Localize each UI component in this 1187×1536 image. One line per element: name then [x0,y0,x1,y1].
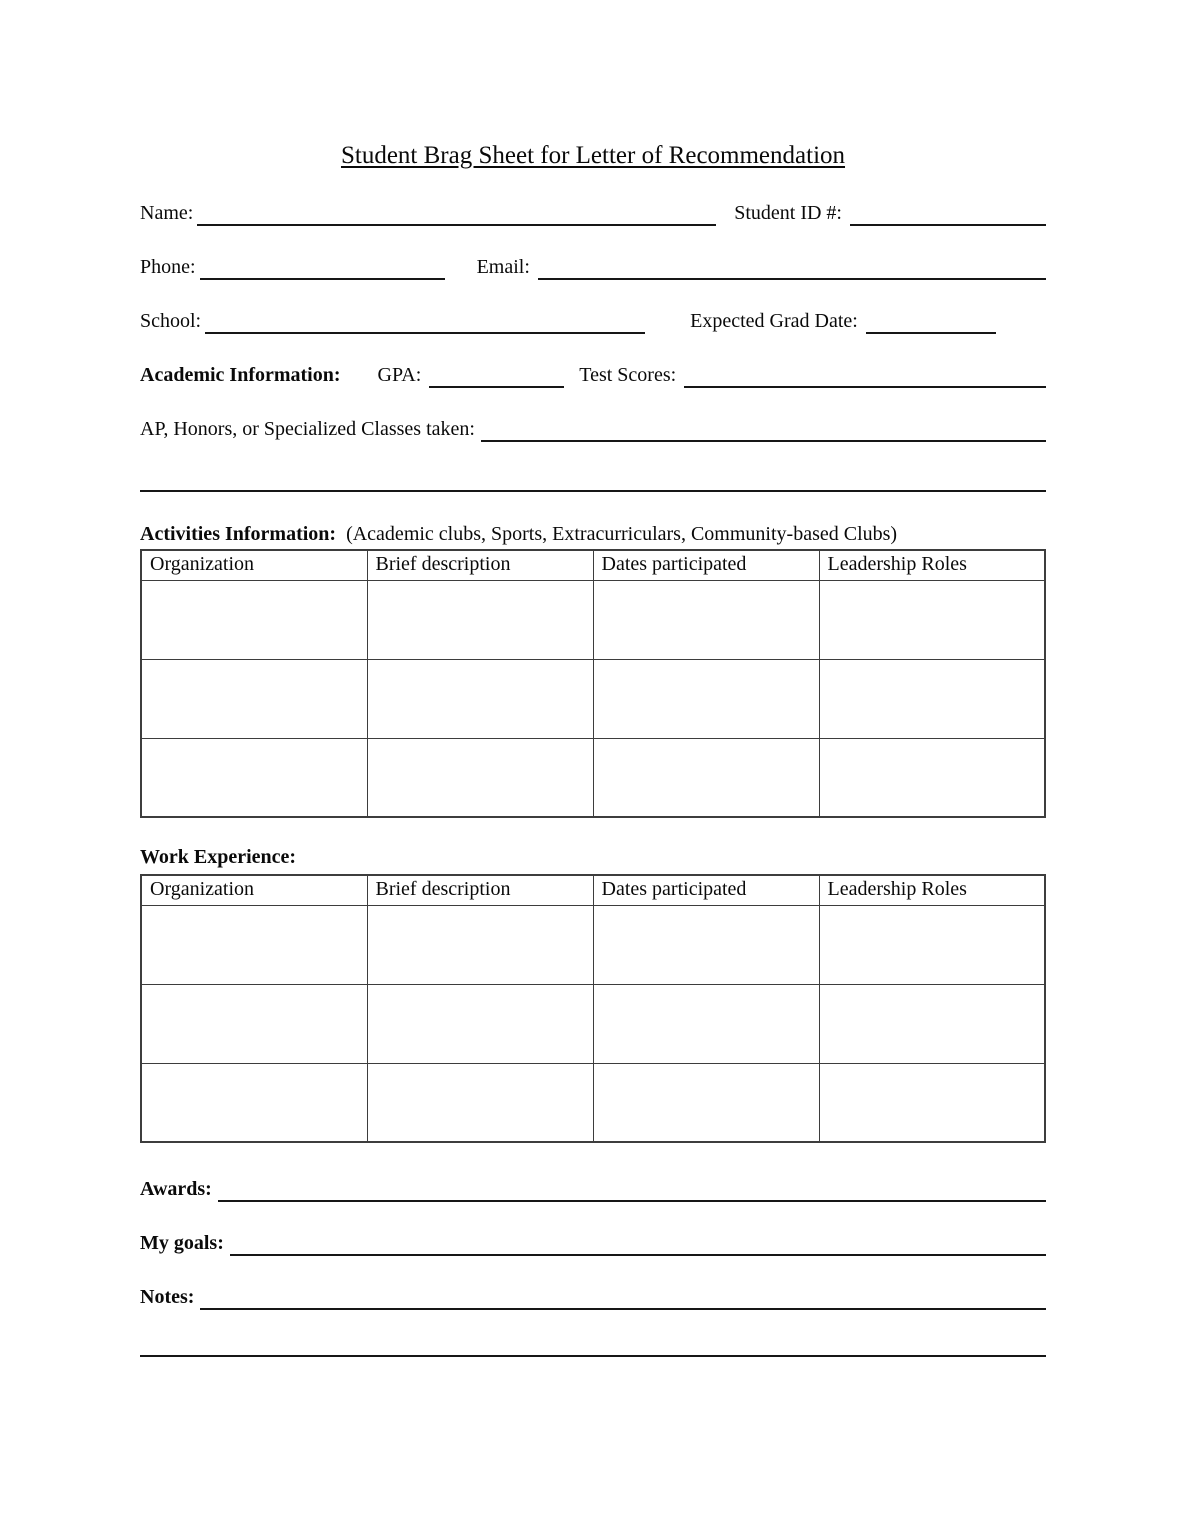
school-label: School: [140,310,202,332]
activities-cell[interactable] [141,738,367,817]
school-input[interactable] [205,309,645,334]
student-id-label: Student ID #: [734,202,842,224]
work-heading-label: Work Experience: [140,846,297,868]
activities-col-leadership: Leadership Roles [819,550,1045,580]
activities-cell[interactable] [819,580,1045,659]
closing-section [140,1177,1046,1310]
ap-classes-continuation-input[interactable] [140,490,1046,492]
work-cell[interactable] [593,905,819,984]
work-cell[interactable] [141,905,367,984]
activities-header-row [141,550,1045,580]
activities-cell[interactable] [593,580,819,659]
work-col-dates: Dates participated [593,875,819,905]
row-phone-email [140,255,1046,280]
notes-input[interactable] [200,1285,1046,1310]
ap-classes-input[interactable] [481,417,1046,442]
ap-classes-label: AP, Honors, or Specialized Classes taken: [140,418,475,440]
row-academic-info [140,363,1046,388]
activities-cell[interactable] [367,580,593,659]
awards-input[interactable] [218,1177,1046,1202]
page-title: Student Brag Sheet for Letter of Recommendation [340,142,846,169]
activities-cell[interactable] [593,738,819,817]
work-cell[interactable] [593,1063,819,1142]
activities-cell[interactable] [367,659,593,738]
notes-label: Notes: [140,1286,195,1308]
work-cell[interactable] [819,1063,1045,1142]
activities-col-description: Brief description [367,550,593,580]
activities-cell[interactable] [593,659,819,738]
phone-label: Phone: [140,256,196,278]
work-col-description: Brief description [367,875,593,905]
work-cell[interactable] [367,984,593,1063]
goals-label: My goals: [140,1232,224,1254]
row-school-graddate [140,309,1046,334]
work-col-leadership: Leadership Roles [819,875,1045,905]
row-name-studentid [140,201,1046,226]
gpa-input[interactable] [429,363,564,388]
phone-input[interactable] [200,255,445,280]
work-row-2 [141,984,1045,1063]
row-goals [140,1231,1046,1256]
test-scores-input[interactable] [684,363,1046,388]
grad-date-input[interactable] [866,309,996,334]
activities-row-1 [141,580,1045,659]
name-label: Name: [140,202,194,224]
activities-row-2 [141,659,1045,738]
student-id-input[interactable] [850,201,1046,226]
work-cell[interactable] [141,1063,367,1142]
activities-heading-label: Activities Information: [140,523,337,545]
work-row-1 [141,905,1045,984]
email-input[interactable] [538,255,1046,280]
test-scores-label: Test Scores: [579,364,677,386]
row-notes [140,1285,1046,1310]
name-input[interactable] [197,201,716,226]
gpa-label: GPA: [377,364,422,386]
activities-row-3 [141,738,1045,817]
activities-note-text: (Academic clubs, Sports, Extracurriculars, Community-based Clubs) [346,523,898,545]
goals-input[interactable] [230,1231,1046,1256]
work-col-organization: Organization [141,875,367,905]
activities-cell[interactable] [367,738,593,817]
work-cell[interactable] [367,1063,593,1142]
work-table [140,874,1046,1143]
activities-section-heading [140,522,1046,547]
awards-label: Awards: [140,1178,212,1200]
work-cell[interactable] [141,984,367,1063]
work-row-3 [141,1063,1045,1142]
row-ap-classes [140,417,1046,442]
activities-cell[interactable] [141,580,367,659]
activities-cell[interactable] [141,659,367,738]
activities-table [140,549,1046,818]
activities-col-dates: Dates participated [593,550,819,580]
row-awards [140,1177,1046,1202]
academic-info-heading: Academic Information: [140,364,341,386]
work-header-row [141,875,1045,905]
grad-date-label: Expected Grad Date: [690,310,858,332]
activities-cell[interactable] [819,659,1045,738]
work-cell[interactable] [819,905,1045,984]
activities-col-organization: Organization [141,550,367,580]
work-cell[interactable] [367,905,593,984]
activities-cell[interactable] [819,738,1045,817]
email-label: Email: [476,256,530,278]
notes-continuation-input[interactable] [140,1355,1046,1357]
work-cell[interactable] [819,984,1045,1063]
work-section-heading [140,845,1046,870]
work-cell[interactable] [593,984,819,1063]
